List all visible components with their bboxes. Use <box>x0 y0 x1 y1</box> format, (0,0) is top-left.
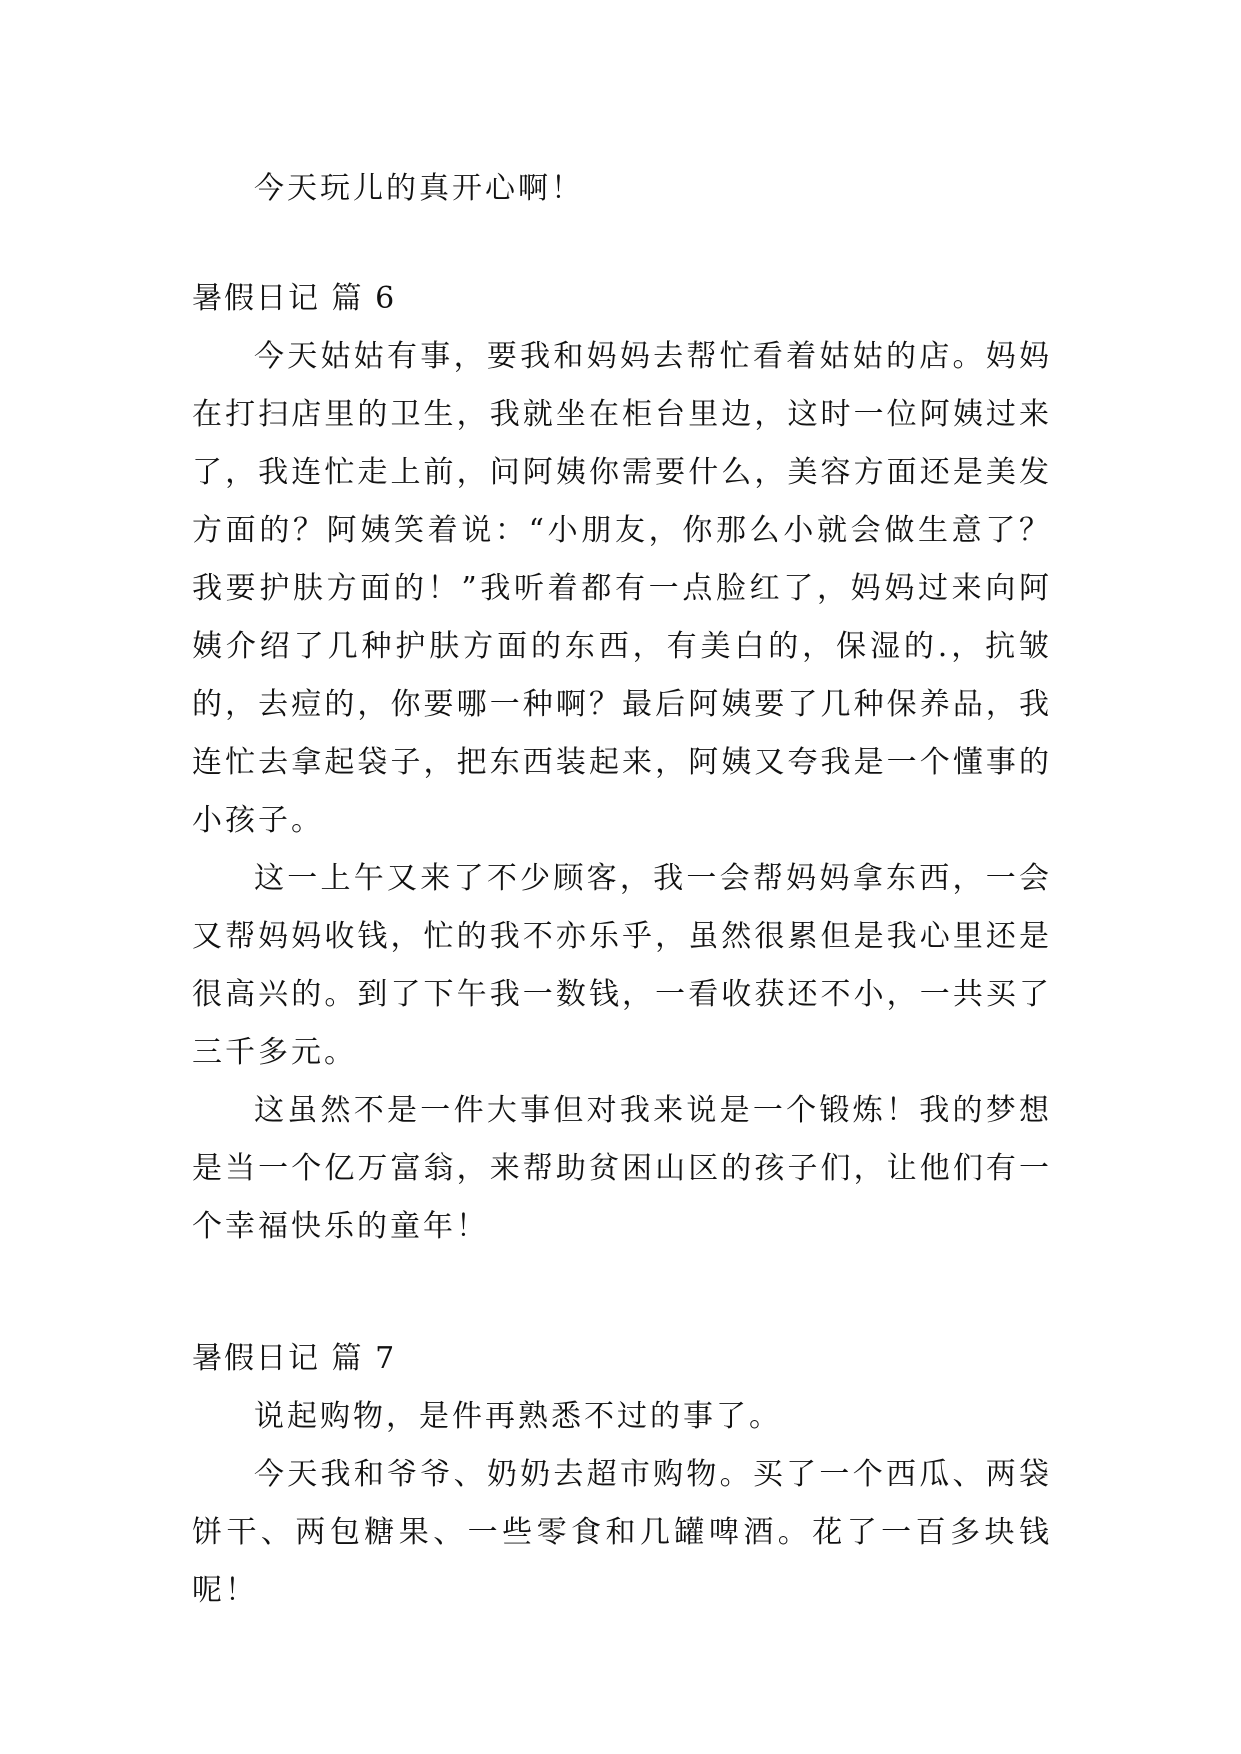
diary-entry-6 <box>192 270 1052 1256</box>
entry-paragraph: 这一上午又来了不少顾客，我一会帮妈妈拿东西，一会又帮妈妈收钱，忙的我不亦乐乎，虽然很累但是我心里还是很高兴的。到了下午我一数钱，一看收获还不小，一共买了三千多元。 <box>192 861 1052 1070</box>
diary-entry-7 <box>192 1330 1052 1620</box>
closing-paragraph: 今天玩儿的真开心啊！ <box>254 171 584 206</box>
entry-paragraph: 说起购物，是件再熟悉不过的事了。 <box>254 1399 782 1434</box>
entry-heading: 暑假日记 篇 6 <box>192 281 397 316</box>
entry-paragraph: 今天我和爷爷、奶奶去超市购物。买了一个西瓜、两袋饼干、两包糖果、一些零食和几罐啤酒。花了一百多块钱呢！ <box>192 1457 1052 1608</box>
entry-heading: 暑假日记 篇 7 <box>192 1341 397 1376</box>
previous-entry-closing <box>192 160 1052 218</box>
entry-paragraph: 今天姑姑有事，要我和妈妈去帮忙看着姑姑的店。妈妈在打扫店里的卫生，我就坐在柜台里边，这时一位阿姨过来了，我连忙走上前，问阿姨你需要什么，美容方面还是美发方面的？阿姨笑着说：“小朋友，你那么小就会做生意了？我要护肤方面的！”我听着都有一点脸红了，妈妈过来向阿姨介绍了几种护肤方面的东西，有美白的，保湿的.，抗皱的，去痘的，你要哪一种啊？最后阿姨要了几种保养品，我连忙去拿起袋子，把东西装起来，阿姨又夸我是一个懂事的小孩子。 <box>192 339 1052 838</box>
entry-paragraph: 这虽然不是一件大事但对我来说是一个锻炼！我的梦想是当一个亿万富翁，来帮助贫困山区的孩子们，让他们有一个幸福快乐的童年！ <box>192 1093 1052 1244</box>
